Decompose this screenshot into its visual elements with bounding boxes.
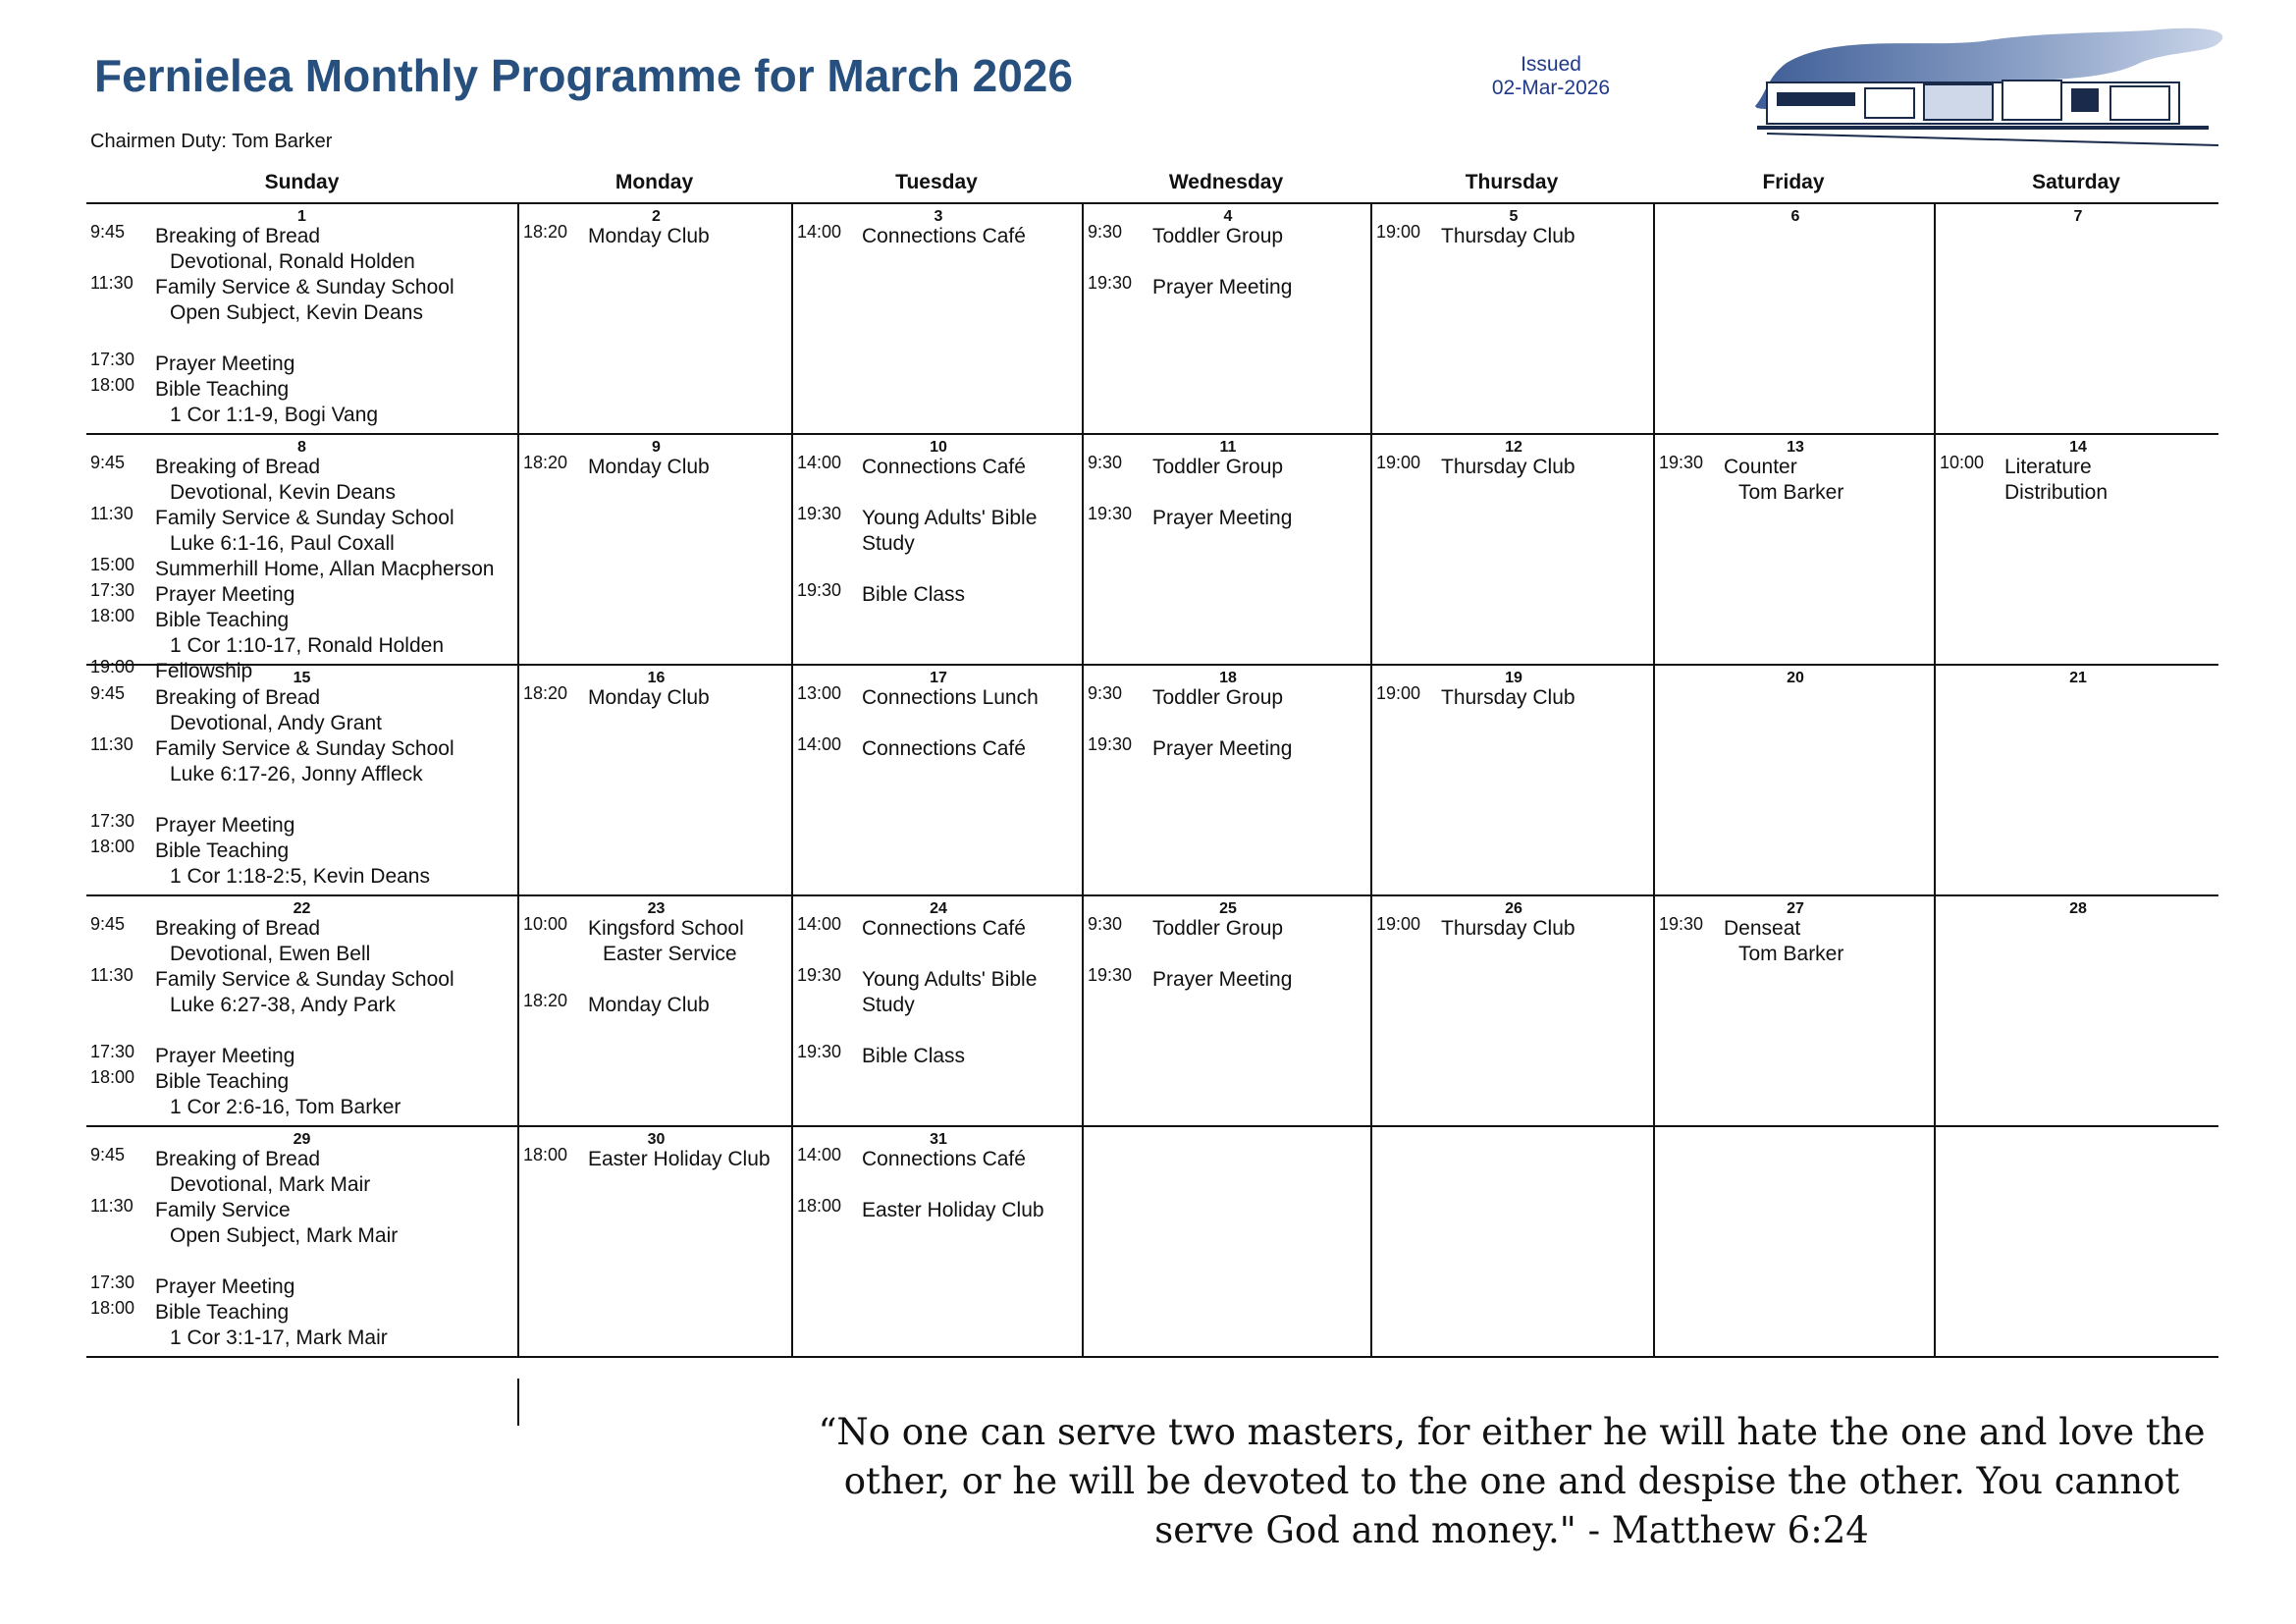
event-time: 19:30: [797, 504, 842, 523]
event-time: 18:00: [797, 1196, 842, 1216]
issued-block: [1453, 53, 1649, 100]
event-title: Thursday Club: [1441, 917, 1575, 940]
date-number: 20: [1787, 670, 1804, 686]
event-title: Toddler Group: [1152, 225, 1284, 247]
date-number: 10: [930, 439, 947, 456]
event-time: 11:30: [90, 1196, 133, 1216]
event-time: 18:00: [90, 837, 135, 856]
event-time: 19:30: [1088, 734, 1133, 754]
event-title: Breaking of Bread: [155, 686, 321, 709]
event-time: 18:00: [90, 606, 135, 625]
date-number: 14: [2069, 439, 2087, 456]
day-cell: [517, 204, 793, 433]
day-cell: [791, 204, 1084, 433]
calendar-week-row: [86, 1127, 2218, 1358]
event-time: 17:30: [90, 1042, 135, 1061]
event-time: 9:45: [90, 683, 126, 703]
event-time: 17:30: [90, 1272, 135, 1292]
event-time: 9:45: [90, 453, 126, 472]
event-title: Monday Club: [588, 225, 710, 247]
day-cell: [517, 435, 793, 664]
event-detail: 1 Cor 1:10-17, Ronald Holden: [170, 634, 445, 657]
event-title: Monday Club: [588, 456, 710, 478]
event-title: Family Service & Sunday School: [155, 968, 454, 991]
event-detail: 1 Cor 1:1-9, Bogi Vang: [170, 404, 379, 426]
event-time: 9:45: [90, 914, 126, 934]
event-title: Summerhill Home, Allan Macpherson: [155, 558, 495, 580]
weekday-header-friday: Friday: [1762, 171, 1825, 193]
day-cell: [517, 666, 793, 894]
event-title: Prayer Meeting: [155, 583, 295, 606]
date-number: 8: [297, 439, 306, 456]
day-cell: [517, 1127, 793, 1356]
event-title: Bible Teaching: [155, 378, 290, 401]
day-cell: [1082, 435, 1372, 664]
day-cell: [1370, 204, 1655, 433]
date-number: 29: [293, 1131, 311, 1148]
day-cell: [1934, 896, 2220, 1125]
event-title: Toddler Group: [1152, 456, 1284, 478]
event-detail: Luke 6:27-38, Andy Park: [170, 994, 396, 1016]
day-cell: [86, 204, 517, 433]
event-time: 18:00: [90, 1298, 135, 1318]
event-title: Young Adults' Bible Study: [862, 507, 1038, 555]
event-title: Young Adults' Bible Study: [862, 968, 1038, 1016]
event-title: Connections Café: [862, 225, 1026, 247]
event-detail: Luke 6:17-26, Jonny Affleck: [170, 763, 423, 785]
event-title: Prayer Meeting: [1152, 737, 1293, 760]
event-time: 9:45: [90, 1145, 126, 1164]
chairmen-duty: Chairmen Duty: Tom Barker: [90, 131, 333, 152]
date-number: 19: [1505, 670, 1522, 686]
event-detail: Devotional, Mark Mair: [170, 1173, 371, 1196]
event-time: 19:30: [797, 1042, 842, 1061]
event-title: Fellowship: [155, 660, 253, 682]
event-detail: Open Subject, Mark Mair: [170, 1224, 399, 1247]
event-title: Breaking of Bread: [155, 917, 321, 940]
date-number: 11: [1219, 439, 1237, 456]
event-title: Toddler Group: [1152, 917, 1284, 940]
day-cell: [1082, 666, 1372, 894]
event-time: 18:00: [90, 375, 135, 395]
event-time: 10:00: [523, 914, 568, 934]
date-number: 22: [293, 900, 311, 917]
day-cell: [1370, 1127, 1655, 1356]
date-number: 25: [1219, 900, 1237, 917]
event-time: 17:30: [90, 350, 135, 369]
day-cell: [1370, 896, 1655, 1125]
day-cell: [1653, 666, 1936, 894]
event-time: 19:00: [1376, 453, 1421, 472]
event-detail: Open Subject, Kevin Deans: [170, 301, 423, 324]
event-time: 19:30: [1659, 453, 1704, 472]
event-time: 14:00: [797, 734, 842, 754]
church-building-logo: [1747, 24, 2238, 149]
event-title: Prayer Meeting: [155, 814, 295, 837]
event-time: 18:20: [523, 991, 568, 1010]
date-number: 5: [1509, 208, 1519, 225]
day-cell: [1653, 1127, 1936, 1356]
calendar-week-row: [86, 435, 2218, 682]
day-cell: [517, 896, 793, 1125]
calendar-week-row: [86, 896, 2218, 1127]
day-cell: [1082, 1127, 1372, 1356]
weekday-header-sunday: Sunday: [264, 171, 340, 193]
event-time: 19:00: [1376, 222, 1421, 242]
event-time: 19:30: [1088, 965, 1133, 985]
event-title: Breaking of Bread: [155, 456, 321, 478]
page-title: Fernielea Monthly Programme for March 2026: [94, 50, 1073, 101]
date-number: 30: [647, 1131, 666, 1148]
event-title: Connections Café: [862, 456, 1026, 478]
day-cell: [791, 435, 1084, 664]
day-cell: [791, 896, 1084, 1125]
event-time: 14:00: [797, 453, 842, 472]
event-title: Toddler Group: [1152, 686, 1284, 709]
date-number: 16: [647, 670, 666, 686]
date-number: 23: [647, 900, 666, 917]
event-time: 19:30: [797, 580, 842, 600]
event-detail: 1 Cor 2:6-16, Tom Barker: [170, 1096, 401, 1118]
event-title: Bible Teaching: [155, 1301, 290, 1324]
event-title: Literature Distribution: [2004, 456, 2109, 504]
event-detail: Easter Service: [603, 943, 737, 965]
event-detail: Devotional, Kevin Deans: [170, 481, 396, 504]
event-title: Family Service & Sunday School: [155, 737, 454, 760]
event-time: 19:30: [1659, 914, 1704, 934]
event-time: 11:30: [90, 504, 133, 523]
event-time: 19:00: [1376, 914, 1421, 934]
day-cell: [1082, 204, 1372, 433]
event-title: Bible Teaching: [155, 839, 290, 862]
weekday-header-saturday: Saturday: [2032, 171, 2120, 193]
date-number: 6: [1790, 208, 1800, 225]
event-time: 19:00: [90, 657, 135, 677]
date-number: 15: [293, 670, 311, 686]
date-number: 28: [2069, 900, 2087, 917]
event-time: 17:30: [90, 811, 135, 831]
day-cell: [1934, 204, 2220, 433]
calendar-week-row: [86, 204, 2218, 435]
date-number: 9: [652, 439, 661, 456]
event-time: 9:30: [1088, 683, 1123, 703]
day-cell: [1653, 435, 1936, 664]
event-title: Breaking of Bread: [155, 1148, 321, 1170]
event-title: Bible Teaching: [155, 1070, 290, 1093]
event-time: 9:45: [90, 222, 126, 242]
event-time: 10:00: [1940, 453, 1985, 472]
event-title: Thursday Club: [1441, 456, 1575, 478]
event-time: 18:00: [90, 1067, 135, 1087]
event-title: Counter: [1724, 456, 1797, 478]
event-detail: Devotional, Andy Grant: [170, 712, 382, 734]
event-title: Kingsford School: [588, 917, 744, 940]
date-number: 26: [1505, 900, 1522, 917]
event-time: 15:00: [90, 555, 135, 574]
event-time: 18:20: [523, 683, 568, 703]
event-time: 19:00: [1376, 683, 1421, 703]
calendar-footer-divider: [517, 1379, 519, 1426]
event-time: 19:30: [1088, 273, 1133, 293]
event-time: 11:30: [90, 273, 133, 293]
event-time: 19:30: [1088, 504, 1133, 523]
event-time: 18:20: [523, 453, 568, 472]
weekday-header-tuesday: Tuesday: [895, 171, 978, 193]
event-detail: Devotional, Ronald Holden: [170, 250, 415, 273]
calendar-weeks: [86, 204, 2218, 1358]
day-cell: [86, 435, 517, 682]
event-title: Bible Class: [862, 1045, 966, 1067]
day-cell: [86, 896, 517, 1125]
event-title: Connections Café: [862, 1148, 1026, 1170]
event-title: Prayer Meeting: [1152, 968, 1293, 991]
event-title: Prayer Meeting: [1152, 507, 1293, 529]
day-cell: [791, 1127, 1084, 1356]
date-number: 4: [1223, 208, 1233, 225]
event-time: 17:30: [90, 580, 135, 600]
event-title: Connections Café: [862, 917, 1026, 940]
event-title: Easter Holiday Club: [588, 1148, 771, 1170]
weekday-header-thursday: Thursday: [1465, 171, 1559, 193]
event-title: Prayer Meeting: [1152, 276, 1293, 298]
date-number: 7: [2073, 208, 2083, 225]
event-title: Connections Café: [862, 737, 1026, 760]
event-title: Family Service: [155, 1199, 291, 1221]
event-detail: Devotional, Ewen Bell: [170, 943, 371, 965]
date-number: 1: [297, 208, 306, 225]
event-title: Monday Club: [588, 686, 710, 709]
issued-label: Issued: [1521, 53, 1581, 76]
day-cell: [1370, 435, 1655, 664]
scripture-quote: “No one can serve two masters, for either he will hate the one and love the other, or he will be devoted to the one and despise the other. You cannot serve God and money." - Matthew 6:24: [818, 1411, 2206, 1551]
event-title: Prayer Meeting: [155, 1275, 295, 1298]
event-title: Connections Lunch: [862, 686, 1039, 709]
event-title: Bible Class: [862, 583, 966, 606]
event-time: 14:00: [797, 914, 842, 934]
event-title: Family Service & Sunday School: [155, 276, 454, 298]
event-time: 9:30: [1088, 914, 1123, 934]
event-title: Breaking of Bread: [155, 225, 321, 247]
day-cell: [1934, 435, 2220, 664]
event-title: Prayer Meeting: [155, 1045, 295, 1067]
event-title: Prayer Meeting: [155, 352, 295, 375]
event-title: Thursday Club: [1441, 225, 1575, 247]
date-number: 12: [1505, 439, 1522, 456]
event-time: 18:00: [523, 1145, 568, 1164]
date-number: 3: [934, 208, 943, 225]
calendar-grid: [86, 163, 2218, 1358]
day-cell: [1082, 896, 1372, 1125]
weekday-header-monday: Monday: [614, 171, 694, 193]
event-title: Monday Club: [588, 994, 710, 1016]
event-time: 9:30: [1088, 222, 1123, 242]
day-cell: [1653, 204, 1936, 433]
day-cell: [1370, 666, 1655, 894]
event-detail: Luke 6:1-16, Paul Coxall: [170, 532, 395, 555]
event-title: Denseat: [1724, 917, 1801, 940]
day-cell: [86, 1127, 517, 1356]
issued-date: 02-Mar-2026: [1491, 77, 1611, 99]
event-title: Bible Teaching: [155, 609, 290, 631]
event-time: 11:30: [90, 734, 133, 754]
event-detail: 1 Cor 1:18-2:5, Kevin Deans: [170, 865, 430, 888]
event-title: Easter Holiday Club: [862, 1199, 1044, 1221]
date-number: 31: [930, 1131, 947, 1148]
event-time: 11:30: [90, 965, 133, 985]
date-number: 2: [652, 208, 661, 225]
day-cell: [791, 666, 1084, 894]
weekday-header-wednesday: Wednesday: [1168, 171, 1284, 193]
date-number: 17: [930, 670, 947, 686]
day-cell: [86, 666, 517, 894]
event-detail: Tom Barker: [1738, 943, 1844, 965]
day-cell: [1934, 1127, 2220, 1356]
event-time: 19:30: [797, 965, 842, 985]
day-cell: [1653, 896, 1936, 1125]
event-title: Family Service & Sunday School: [155, 507, 454, 529]
calendar-week-row: [86, 666, 2218, 896]
event-detail: 1 Cor 3:1-17, Mark Mair: [170, 1326, 388, 1349]
date-number: 18: [1219, 670, 1237, 686]
day-cell: [1934, 666, 2220, 894]
event-time: 14:00: [797, 222, 842, 242]
date-number: 24: [930, 900, 947, 917]
date-number: 13: [1787, 439, 1804, 456]
event-title: Thursday Club: [1441, 686, 1575, 709]
date-number: 27: [1787, 900, 1804, 917]
event-detail: Tom Barker: [1738, 481, 1844, 504]
date-number: 21: [2069, 670, 2087, 686]
event-time: 14:00: [797, 1145, 842, 1164]
event-time: 9:30: [1088, 453, 1123, 472]
weekday-header: [86, 163, 2218, 204]
event-time: 18:20: [523, 222, 568, 242]
event-time: 13:00: [797, 683, 842, 703]
